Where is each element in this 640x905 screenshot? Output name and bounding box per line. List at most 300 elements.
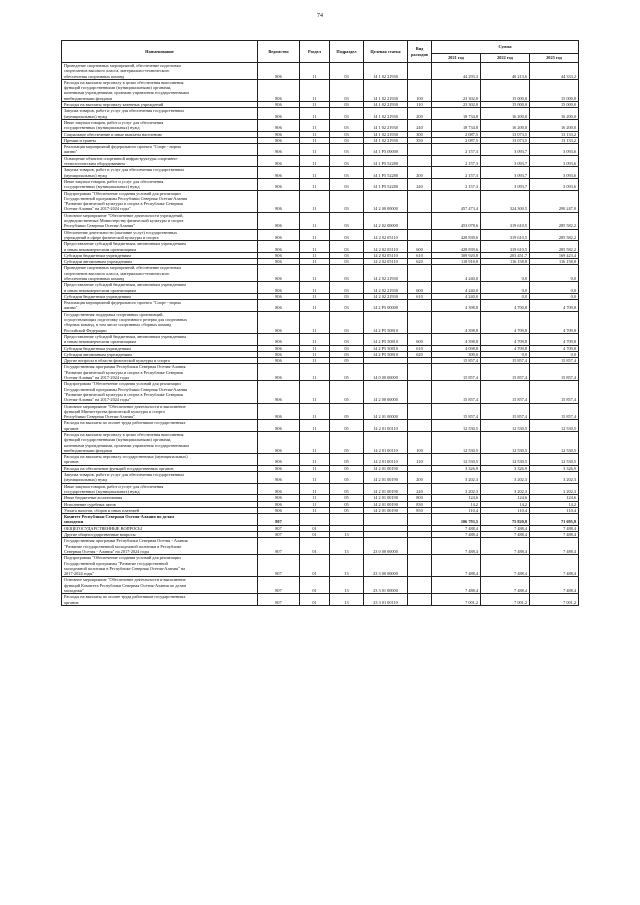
cell-name: Основное мероприятие "Обеспечение деятельности и выполнение функций Комитета Республики Северная Осетия-Алания по делам молодежи" (62, 577, 258, 594)
cell-section: 11 (300, 102, 330, 108)
cell-target: 14 2 00 00000 (364, 190, 408, 212)
cell-ministry: 806 (258, 351, 300, 357)
cell-ministry: 806 (258, 311, 300, 333)
table-row (62, 514, 579, 526)
cell-sum-2022: 15 857,4 (481, 364, 530, 381)
cell-ministry: 806 (258, 282, 300, 294)
cell-section: 11 (300, 63, 330, 80)
cell-ministry: 806 (258, 454, 300, 466)
cell-subsection (330, 514, 364, 526)
cell-name: Субсидии автономным учреждениям (62, 259, 258, 265)
cell-ministry: 806 (258, 345, 300, 351)
cell-sum-2022: 324 300,5 (481, 190, 530, 212)
cell-expense-type: 800 (408, 495, 432, 501)
cell-ministry: 806 (258, 420, 300, 432)
cell-ministry: 806 (258, 358, 300, 364)
cell-sum-2022: 319 610,5 (481, 229, 530, 241)
cell-subsection: 03 (330, 259, 364, 265)
cell-name: Основное мероприятие "Обеспечение деятельности и выполнение функций Министерства физической культуры и спорта Республики Северная Осетия-Алания" (62, 403, 258, 420)
cell-name: Исполнение судебных актов (62, 501, 258, 507)
cell-target: 14 1 02 21930 (364, 137, 408, 143)
header-sum: Сумма (432, 41, 579, 54)
cell-target: 14 0 00 00000 (364, 364, 408, 381)
cell-sum-2023: 16 200,0 (530, 108, 579, 120)
cell-expense-type: 620 (408, 259, 432, 265)
cell-ministry: 806 (258, 144, 300, 156)
cell-target: 23 3 01 00000 (364, 577, 408, 594)
cell-sum-2022: 7 488,4 (481, 525, 530, 531)
cell-sum-2022: 319 610,5 (481, 212, 530, 229)
cell-sum-2023: 3 093,6 (530, 167, 579, 179)
cell-sum-2021: 4 240,0 (432, 265, 481, 282)
table-row (62, 155, 579, 167)
table-row (62, 108, 579, 120)
cell-section: 11 (300, 300, 330, 312)
cell-name: Обеспечение деятельности (оказание услуг) государственных учреждений в сфере физической культуры и спорта (62, 229, 258, 241)
cell-target: 14 2 02 05110 (364, 259, 408, 265)
header-expense-type: Вид расходов (408, 41, 432, 63)
cell-target: 23 3 00 00000 (364, 555, 408, 577)
cell-name: Уплата налогов, сборов и иных платежей (62, 507, 258, 513)
cell-subsection: 13 (330, 538, 364, 555)
cell-section: 11 (300, 293, 330, 299)
cell-name: Предоставление субсидий бюджетным, автономным учреждениям и иным некоммерческим организациям (62, 333, 258, 345)
cell-sum-2021: 7 488,4 (432, 532, 481, 538)
cell-sum-2021: 3 202,3 (432, 483, 481, 495)
cell-sum-2022: 12 530,5 (481, 432, 530, 454)
cell-name: Оснащение объектов спортивной инфраструктуры спортивно- технологическим оборудованием (62, 155, 258, 167)
cell-sum-2021: 12 530,5 (432, 420, 481, 432)
cell-subsection: 05 (330, 420, 364, 432)
cell-sum-2021: 453 078,6 (432, 212, 481, 229)
cell-sum-2021: 15 857,4 (432, 364, 481, 381)
cell-sum-2023: 44 333,2 (530, 63, 579, 80)
cell-sum-2022: 3 093,7 (481, 155, 530, 167)
cell-name: Расходы на выплаты персоналу в целях обеспечения выполнения функций государственными (муниципальными) органами, казенными учреждениями, органами управления государственными внебюджетными фондами (62, 79, 258, 101)
cell-subsection: 05 (330, 495, 364, 501)
cell-name: Государственная программа Республики Северная Осетия - Алания "Развитие государственной молодежной политики в Республике Северная Осетия - Алания" на 2017-2024 годы (62, 538, 258, 555)
cell-target: 14 2 02 00000 (364, 212, 408, 229)
cell-sum-2023: 7 488,4 (530, 532, 579, 538)
cell-section: 11 (300, 358, 330, 364)
cell-section: 11 (300, 351, 330, 357)
cell-name: Расходы на выплаты персоналу казенных учреждений (62, 102, 258, 108)
cell-name: Субсидии бюджетным учреждениям (62, 252, 258, 258)
cell-sum-2023: 285 582,2 (530, 229, 579, 241)
cell-sum-2023: 7 488,4 (530, 577, 579, 594)
cell-sum-2023: 12 530,5 (530, 432, 579, 454)
cell-expense-type (408, 538, 432, 555)
header-target: Целевая статья (364, 41, 408, 63)
cell-sum-2021: 4 098,8 (432, 345, 481, 351)
cell-sum-2023: 15 857,4 (530, 364, 579, 381)
cell-sum-2022: 7 001,2 (481, 594, 530, 606)
table-row (62, 190, 579, 212)
cell-expense-type (408, 577, 432, 594)
cell-ministry: 806 (258, 293, 300, 299)
cell-name: Реализация мероприятий федерального проекта "Спорт - норма жизни" (62, 300, 258, 312)
cell-sum-2021: 2 157,3 (432, 167, 481, 179)
cell-expense-type (408, 311, 432, 333)
cell-section: 11 (300, 454, 330, 466)
cell-expense-type: 100 (408, 79, 432, 101)
cell-section: 01 (300, 577, 330, 594)
cell-sum-2023: 14,2 (530, 501, 579, 507)
cell-target: 14 2 01 00190 (364, 495, 408, 501)
cell-sum-2021: 15 857,4 (432, 358, 481, 364)
cell-expense-type (408, 381, 432, 403)
cell-name: Основное мероприятие "Обеспечение деятельности учреждений, подведомственных Министерству физической культуры и спорта Республики Северная Осетия-Алания" (62, 212, 258, 229)
cell-sum-2022: 15 857,4 (481, 358, 530, 364)
cell-name: Подпрограмма "Обеспечение создания условий для реализации Государственной программы Республики Северная Осетия-Алания "Развитие физической культуры и спорта в Республике Северная Осетия-Алания" на 2017-2024 годы" (62, 381, 258, 403)
cell-ministry: 806 (258, 63, 300, 80)
cell-sum-2021: 428 839,6 (432, 241, 481, 253)
cell-subsection: 13 (330, 555, 364, 577)
cell-subsection: 05 (330, 501, 364, 507)
cell-section: 11 (300, 212, 330, 229)
cell-section: 11 (300, 507, 330, 513)
cell-section: 11 (300, 364, 330, 381)
cell-ministry: 807 (258, 594, 300, 606)
cell-section: 11 (300, 381, 330, 403)
cell-sum-2022: 203 451,7 (481, 252, 530, 258)
cell-sum-2021: 12 530,5 (432, 432, 481, 454)
cell-section: 11 (300, 178, 330, 190)
cell-expense-type: 620 (408, 351, 432, 357)
cell-section: 11 (300, 483, 330, 495)
cell-target: 14 2 02 21930 (364, 293, 408, 299)
table-row (62, 212, 579, 229)
cell-ministry: 806 (258, 119, 300, 131)
cell-subsection: 03 (330, 79, 364, 101)
cell-subsection: 03 (330, 108, 364, 120)
cell-sum-2022: 0,0 (481, 282, 530, 294)
cell-sum-2022: 3 326,9 (481, 465, 530, 471)
cell-name: Иные закупки товаров, работ и услуг для обеспечения государственных (муниципальных) нужд (62, 178, 258, 190)
table-row (62, 403, 579, 420)
cell-expense-type (408, 420, 432, 432)
table-row (62, 119, 579, 131)
cell-subsection: 03 (330, 131, 364, 137)
cell-sum-2022: 3 093,7 (481, 144, 530, 156)
table-row (62, 381, 579, 403)
cell-sum-2023: 169 423,4 (530, 252, 579, 258)
cell-section: 11 (300, 79, 330, 101)
cell-subsection: 03 (330, 155, 364, 167)
cell-sum-2021: 118 918,8 (432, 259, 481, 265)
cell-subsection: 03 (330, 311, 364, 333)
cell-sum-2021: 23 302,0 (432, 79, 481, 101)
cell-ministry: 806 (258, 252, 300, 258)
cell-ministry: 806 (258, 131, 300, 137)
cell-name: Расходы на выплаты персоналу государственных (муниципальных) органов (62, 454, 258, 466)
cell-name: Государственная программа Республики Северная Осетия-Алания "Развитие физической культуры и спорта в Республике Северная Осетия-Алания" на 2017-2024 годы (62, 364, 258, 381)
cell-sum-2021: 7 001,2 (432, 594, 481, 606)
cell-sum-2021: 4 240,0 (432, 293, 481, 299)
cell-sum-2022: 15 857,4 (481, 403, 530, 420)
cell-expense-type: 830 (408, 501, 432, 507)
cell-expense-type: 610 (408, 252, 432, 258)
cell-ministry: 806 (258, 507, 300, 513)
cell-target: 14 1 02 21930 (364, 102, 408, 108)
cell-sum-2021: 7 488,4 (432, 525, 481, 531)
cell-sum-2022: 13 073,5 (481, 131, 530, 137)
table-body (62, 63, 579, 606)
cell-sum-2022: 14,2 (481, 501, 530, 507)
cell-expense-type (408, 265, 432, 282)
cell-section: 01 (300, 594, 330, 606)
cell-section: 11 (300, 345, 330, 351)
cell-sum-2022: 15 000,0 (481, 79, 530, 101)
cell-target: 14 2 01 00190 (364, 472, 408, 484)
cell-expense-type: 110 (408, 102, 432, 108)
cell-section: 11 (300, 403, 330, 420)
cell-target: 14 1 02 21930 (364, 79, 408, 101)
cell-subsection: 05 (330, 472, 364, 484)
cell-sum-2021: 3 202,3 (432, 472, 481, 484)
cell-section: 11 (300, 333, 330, 345)
cell-subsection: 05 (330, 364, 364, 381)
cell-sum-2021: 4 398,8 (432, 300, 481, 312)
cell-sum-2023: 16 200,0 (530, 119, 579, 131)
cell-sum-2023: 12 530,5 (530, 454, 579, 466)
cell-target: 14 2 01 00190 (364, 501, 408, 507)
cell-name: Закупка товаров, работ и услуг для обеспечения государственных (муниципальных) нужд (62, 167, 258, 179)
cell-sum-2022: 15 000,0 (481, 102, 530, 108)
cell-sum-2022: 0,0 (481, 351, 530, 357)
cell-sum-2021: 12 530,5 (432, 454, 481, 466)
cell-section: 11 (300, 108, 330, 120)
cell-target: 14 2 P5 50810 (364, 351, 408, 357)
cell-section: 11 (300, 265, 330, 282)
cell-subsection: 03 (330, 63, 364, 80)
cell-sum-2021: 7 488,4 (432, 577, 481, 594)
cell-name: Субсидии бюджетным учреждениям (62, 345, 258, 351)
cell-section: 11 (300, 472, 330, 484)
cell-sum-2021: 2 157,3 (432, 155, 481, 167)
cell-sum-2021: 3 326,9 (432, 465, 481, 471)
cell-subsection: 03 (330, 119, 364, 131)
cell-sum-2023: 7 488,4 (530, 555, 579, 577)
cell-ministry: 806 (258, 212, 300, 229)
cell-sum-2023: 285 582,2 (530, 212, 579, 229)
cell-section: 11 (300, 119, 330, 131)
cell-sum-2023: 4 709,8 (530, 333, 579, 345)
cell-sum-2023: 15 000,0 (530, 79, 579, 101)
cell-subsection: 03 (330, 229, 364, 241)
cell-sum-2023: 7 488,4 (530, 525, 579, 531)
cell-subsection: 03 (330, 265, 364, 282)
cell-sum-2022: 3 202,3 (481, 472, 530, 484)
table-row (62, 282, 579, 294)
cell-subsection: 03 (330, 190, 364, 212)
cell-subsection: 03 (330, 137, 364, 143)
cell-subsection: 05 (330, 358, 364, 364)
cell-expense-type: 240 (408, 483, 432, 495)
page-number: 74 (317, 13, 323, 19)
cell-expense-type: 600 (408, 282, 432, 294)
cell-name: Расходы на выплаты персоналу в целях обеспечения выполнения функций государственными (муниципальными) органами, казенными учреждениями, органами управления государственными внебюджетными фондами (62, 432, 258, 454)
cell-ministry: 806 (258, 137, 300, 143)
cell-sum-2021: 110,4 (432, 507, 481, 513)
cell-section: 11 (300, 144, 330, 156)
table-row (62, 229, 579, 241)
cell-sum-2023: 0,0 (530, 351, 579, 357)
cell-expense-type (408, 514, 432, 526)
cell-target: 14 2 02 21930 (364, 282, 408, 294)
cell-section: 11 (300, 282, 330, 294)
cell-sum-2022: 319 610,5 (481, 241, 530, 253)
cell-expense-type: 850 (408, 507, 432, 513)
cell-section: 01 (300, 532, 330, 538)
cell-sum-2023: 12 530,5 (530, 420, 579, 432)
table-row (62, 420, 579, 432)
cell-section: 11 (300, 311, 330, 333)
cell-sum-2021: 15 857,4 (432, 403, 481, 420)
cell-target: 14 2 02 21930 (364, 265, 408, 282)
cell-sum-2021: 2 157,3 (432, 178, 481, 190)
cell-sum-2022: 16 200,0 (481, 119, 530, 131)
cell-section: 01 (300, 525, 330, 531)
cell-subsection: 03 (330, 102, 364, 108)
table-row (62, 555, 579, 577)
cell-name: Расходы на обеспечение функций государственных органов (62, 465, 258, 471)
cell-name: Предоставление субсидий бюджетным, автономным учреждениям и иным некоммерческим организациям (62, 282, 258, 294)
cell-ministry: 806 (258, 465, 300, 471)
cell-target: 14 2 01 00110 (364, 432, 408, 454)
cell-section: 01 (300, 538, 330, 555)
cell-name: Реализация мероприятий федерального проекта "Спорт - норма жизни" (62, 144, 258, 156)
cell-target: 14 2 01 00190 (364, 507, 408, 513)
cell-section: 11 (300, 131, 330, 137)
cell-expense-type (408, 190, 432, 212)
cell-name: Государственная поддержка спортивных организаций, осуществляющих подготовку спортивного резерва для спортивных сборных команд, в том числе спортивных сборных команд Российской Федерации (62, 311, 258, 333)
cell-expense-type (408, 403, 432, 420)
cell-sum-2023: 13 133,2 (530, 137, 579, 143)
cell-sum-2023: 3 093,6 (530, 178, 579, 190)
table-row (62, 577, 579, 594)
cell-subsection: 05 (330, 381, 364, 403)
cell-target: 23 3 01 00110 (364, 594, 408, 606)
cell-sum-2022: 4 700,8 (481, 300, 530, 312)
cell-subsection: 05 (330, 483, 364, 495)
cell-expense-type (408, 63, 432, 80)
cell-target: 14 1 02 21930 (364, 63, 408, 80)
cell-ministry: 806 (258, 241, 300, 253)
cell-ministry: 806 (258, 432, 300, 454)
cell-section: 11 (300, 495, 330, 501)
cell-sum-2021: 4 240,0 (432, 282, 481, 294)
header-subsection: Подраздел (330, 41, 364, 63)
cell-sum-2021: 428 839,6 (432, 229, 481, 241)
cell-expense-type (408, 144, 432, 156)
cell-expense-type: 600 (408, 333, 432, 345)
cell-sum-2021: 2 087,5 (432, 137, 481, 143)
table-row (62, 538, 579, 555)
cell-target: 14 1 P5 52280 (364, 178, 408, 190)
cell-target: 14 2 P5 50810 (364, 345, 408, 351)
cell-expense-type: 200 (408, 167, 432, 179)
cell-ministry: 807 (258, 514, 300, 526)
cell-sum-2021: 7 488,4 (432, 555, 481, 577)
cell-expense-type: 350 (408, 137, 432, 143)
cell-sum-2022: 16 200,0 (481, 108, 530, 120)
cell-target: 23 0 00 00000 (364, 538, 408, 555)
cell-target: 14 2 P5 00000 (364, 300, 408, 312)
table-row (62, 79, 579, 101)
cell-name: Премии и гранты (62, 137, 258, 143)
cell-sum-2022: 15 857,4 (481, 381, 530, 403)
header-year-2022: 2022 год (481, 54, 530, 63)
cell-sum-2022: 4 709,8 (481, 333, 530, 345)
cell-name: Проведение спортивных мероприятий, обеспечение подготовки спортсменов высокого класса, материально-технического обеспечения спортивных команд (62, 265, 258, 282)
cell-target: 14 2 02 05110 (364, 241, 408, 253)
table-row (62, 483, 579, 495)
cell-expense-type (408, 300, 432, 312)
cell-sum-2023: 13 133,2 (530, 131, 579, 137)
cell-sum-2023: 290 247,0 (530, 190, 579, 212)
cell-sum-2023: 116 158,8 (530, 259, 579, 265)
cell-sum-2022: 12 530,5 (481, 454, 530, 466)
cell-ministry: 806 (258, 108, 300, 120)
cell-ministry: 807 (258, 577, 300, 594)
cell-target: 14 2 01 00110 (364, 454, 408, 466)
header-name: Наименование (62, 41, 258, 63)
header-year-2021: 2021 год (432, 54, 481, 63)
cell-sum-2023: 0,0 (530, 282, 579, 294)
cell-name: Подпрограмма "Обеспечение создания условий для реализации Государственной программы "Развитие государственной молодежной политики в Республике Северная Осетия-Алания" на 2017-2024 годы" (62, 555, 258, 577)
cell-sum-2023: 3 202,3 (530, 472, 579, 484)
cell-subsection: 03 (330, 351, 364, 357)
cell-name: Закупка товаров, работ и услуг для обеспечения государственных (муниципальных) нужд (62, 108, 258, 120)
cell-sum-2022: 13 073,5 (481, 137, 530, 143)
cell-section: 11 (300, 167, 330, 179)
cell-sum-2021: 4 398,8 (432, 333, 481, 345)
cell-subsection: 03 (330, 282, 364, 294)
cell-subsection: 03 (330, 167, 364, 179)
cell-ministry: 807 (258, 555, 300, 577)
cell-sum-2021: 300,0 (432, 351, 481, 357)
cell-target: 14 2 02 05110 (364, 252, 408, 258)
cell-target: 14 1 02 21930 (364, 119, 408, 131)
cell-section: 11 (300, 190, 330, 212)
table-row (62, 265, 579, 282)
cell-sum-2022: 40 213,6 (481, 63, 530, 80)
table-row (62, 311, 579, 333)
table-row (62, 241, 579, 253)
cell-expense-type: 100 (408, 432, 432, 454)
cell-name: Другие вопросы в области физической культуры и спорта (62, 358, 258, 364)
cell-expense-type (408, 212, 432, 229)
cell-expense-type: 600 (408, 241, 432, 253)
cell-sum-2023: 7 001,2 (530, 594, 579, 606)
cell-name: Субсидии бюджетным учреждениям (62, 293, 258, 299)
cell-subsection: 03 (330, 241, 364, 253)
budget-table (61, 40, 579, 606)
cell-section: 11 (300, 252, 330, 258)
cell-subsection: 03 (330, 178, 364, 190)
cell-expense-type: 200 (408, 108, 432, 120)
cell-sum-2021: 44 293,3 (432, 63, 481, 80)
cell-sum-2022: 116 158,8 (481, 259, 530, 265)
cell-ministry: 806 (258, 102, 300, 108)
cell-sum-2022: 7 488,4 (481, 577, 530, 594)
cell-name: Иные закупки товаров, работ и услуг для обеспечения государственных (муниципальных) нужд (62, 483, 258, 495)
cell-target: 14 2 02 05110 (364, 229, 408, 241)
cell-name: Предоставление субсидий бюджетным, автономным учреждениям и иным некоммерческим организациям (62, 241, 258, 253)
cell-name: Иные закупки товаров, работ и услуг для обеспечения государственных (муниципальных) нужд (62, 119, 258, 131)
cell-name: Комитет Республики Северная Осетия-Алания по делам молодежи (62, 514, 258, 526)
